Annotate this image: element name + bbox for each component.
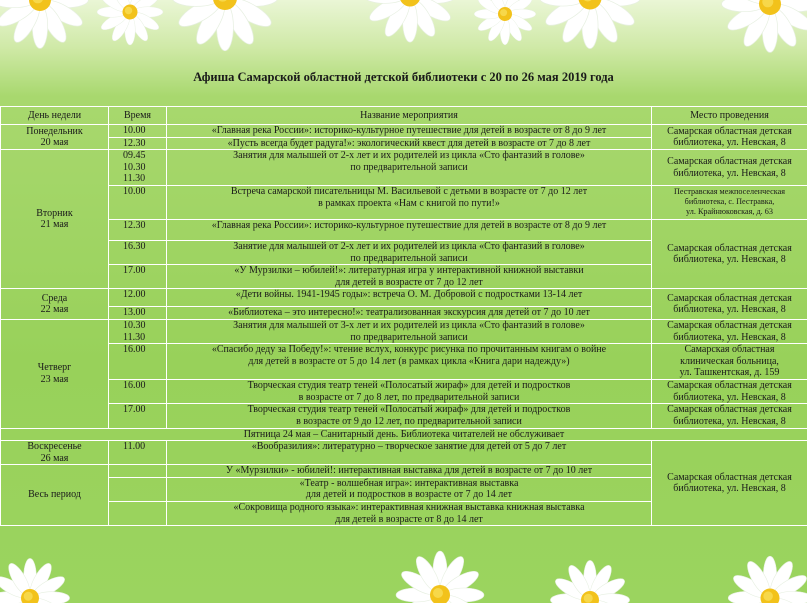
event-cell: «Спасибо деду за Победу!»: чтение вслух, конкурс рисунка по прочитанным книгам о войне для детей в возрасте от 5 до 14 лет (в рамках цикла «Книга дари надежду») bbox=[167, 344, 652, 380]
table-row bbox=[1, 150, 807, 186]
time-cell: 12.00 bbox=[109, 289, 167, 307]
header-row bbox=[1, 107, 807, 125]
day-cell: Четверг 23 мая bbox=[1, 319, 109, 428]
day-cell: Воскресенье 26 мая bbox=[1, 441, 109, 465]
time-cell: 17.00 bbox=[109, 265, 167, 289]
event-cell: «Пусть всегда будет радуга!»: экологический квест для детей в возрасте от 7 до 8 лет bbox=[167, 137, 652, 150]
day-cell: Весь период bbox=[1, 465, 109, 526]
table-row bbox=[1, 344, 807, 380]
sanitary-row bbox=[1, 428, 807, 441]
time-cell: 17.00 bbox=[109, 404, 167, 428]
time-cell: 16.00 bbox=[109, 344, 167, 380]
event-cell: «Главная река России»: историко-культурное путешествие для детей в возрасте от 8 до 9 лет bbox=[167, 125, 652, 138]
place-cell: Самарская областная детская библиотека, ул. Невская, 8 bbox=[652, 441, 807, 526]
time-cell: 13.00 bbox=[109, 307, 167, 320]
event-cell: Занятия для малышей от 2-х лет и их родителей из цикла «Сто фантазий в голове» по предварительной записи bbox=[167, 150, 652, 186]
event-cell: «Сокровища родного языка»: интерактивная книжная выставка книжная выставка для детей в возрасте от 8 до 14 лет bbox=[167, 502, 652, 526]
event-cell: Творческая студия театр теней «Полосатый жираф» для детей и подростков в возрасте от 7 до 8 лет, по предварительной записи bbox=[167, 380, 652, 404]
day-cell: Понедельник 20 мая bbox=[1, 125, 109, 150]
place-cell: Самарская областная клиническая больница, ул. Ташкентская, д. 159 bbox=[652, 344, 807, 380]
header-day: День недели bbox=[1, 107, 109, 125]
page-title: Афиша Самарской областной детской библиотеки с 20 по 26 мая 2019 года bbox=[193, 70, 614, 84]
time-cell bbox=[109, 502, 167, 526]
event-cell: «У Мурзилки – юбилей!»: литературная игра у интерактивной книжной выставки для детей в возрасте от 7 до 12 лет bbox=[167, 265, 652, 289]
time-cell: 11.00 bbox=[109, 441, 167, 465]
table-row bbox=[1, 319, 807, 343]
table-row bbox=[1, 441, 807, 465]
place-cell: Самарская областная детская библиотека, ул. Невская, 8 bbox=[652, 404, 807, 428]
day-cell: Вторник 21 мая bbox=[1, 150, 109, 289]
event-cell: Встреча самарской писательницы М. Васильевой с детьми в возрасте от 7 до 12 лет в рамках проекта «Нам с книгой по пути!» bbox=[167, 185, 652, 219]
time-cell bbox=[109, 465, 167, 478]
sanitary-day-note: Пятница 24 мая – Санитарный день. Библиотека читателей не обслуживает bbox=[1, 428, 807, 441]
table-row bbox=[1, 185, 807, 219]
place-cell: Пестравская межпоселенческая библиотека, с. Пестравка, ул. Крайнюковская, д. 63 bbox=[652, 185, 807, 219]
time-cell: 16.30 bbox=[109, 240, 167, 264]
place-cell: Самарская областная детская библиотека, ул. Невская, 8 bbox=[652, 380, 807, 404]
time-cell: 10.30 11.30 bbox=[109, 319, 167, 343]
event-cell: Занятия для малышей от 3-х лет и их родителей из цикла «Сто фантазий в голове» по предварительной записи bbox=[167, 319, 652, 343]
event-cell: Творческая студия театр теней «Полосатый жираф» для детей и подростков в возрасте от 9 до 12 лет, по предварительной записи bbox=[167, 404, 652, 428]
time-cell: 12.30 bbox=[109, 137, 167, 150]
header-event: Название мероприятия bbox=[167, 107, 652, 125]
event-cell: «Вообразилия»: литературно – творческое занятие для детей от 5 до 7 лет bbox=[167, 441, 652, 465]
time-cell: 10.00 bbox=[109, 125, 167, 138]
time-cell bbox=[109, 477, 167, 501]
time-cell: 09.45 10.30 11.30 bbox=[109, 150, 167, 186]
header-place: Место проведения bbox=[652, 107, 807, 125]
place-cell: Самарская областная детская библиотека, ул. Невская, 8 bbox=[652, 125, 807, 150]
place-cell: Самарская областная детская библиотека, ул. Невская, 8 bbox=[652, 289, 807, 320]
table-row bbox=[1, 404, 807, 428]
place-cell: Самарская областная детская библиотека, ул. Невская, 8 bbox=[652, 150, 807, 186]
event-cell: «Главная река России»: историко-культурное путешествие для детей в возрасте от 8 до 9 лет bbox=[167, 219, 652, 240]
event-cell: Занятие для малышей от 2-х лет и их родителей из цикла «Сто фантазий в голове» по предварительной записи bbox=[167, 240, 652, 264]
time-cell: 10.00 bbox=[109, 185, 167, 219]
event-cell: «Дети войны. 1941-1945 годы»: встреча О. М. Добровой с подростками 13-14 лет bbox=[167, 289, 652, 307]
event-cell: «Театр - волшебная игра»: интерактивная выставка для детей и подростков в возрасте от 7 до 14 лет bbox=[167, 477, 652, 501]
place-cell: Самарская областная детская библиотека, ул. Невская, 8 bbox=[652, 219, 807, 288]
time-cell: 16.00 bbox=[109, 380, 167, 404]
day-cell: Среда 22 мая bbox=[1, 289, 109, 320]
event-cell: «Библиотека – это интересно!»: театрализованная экскурсия для детей от 7 до 10 лет bbox=[167, 307, 652, 320]
table-row bbox=[1, 219, 807, 240]
event-cell: У «Мурзилки» - юбилей!: интерактивная выставка для детей в возрасте от 7 до 10 лет bbox=[167, 465, 652, 478]
time-cell: 12.30 bbox=[109, 219, 167, 240]
table-row bbox=[1, 289, 807, 307]
header-time: Время bbox=[109, 107, 167, 125]
table-row bbox=[1, 380, 807, 404]
table-row bbox=[1, 125, 807, 138]
schedule-table bbox=[0, 106, 807, 526]
place-cell: Самарская областная детская библиотека, ул. Невская, 8 bbox=[652, 319, 807, 343]
